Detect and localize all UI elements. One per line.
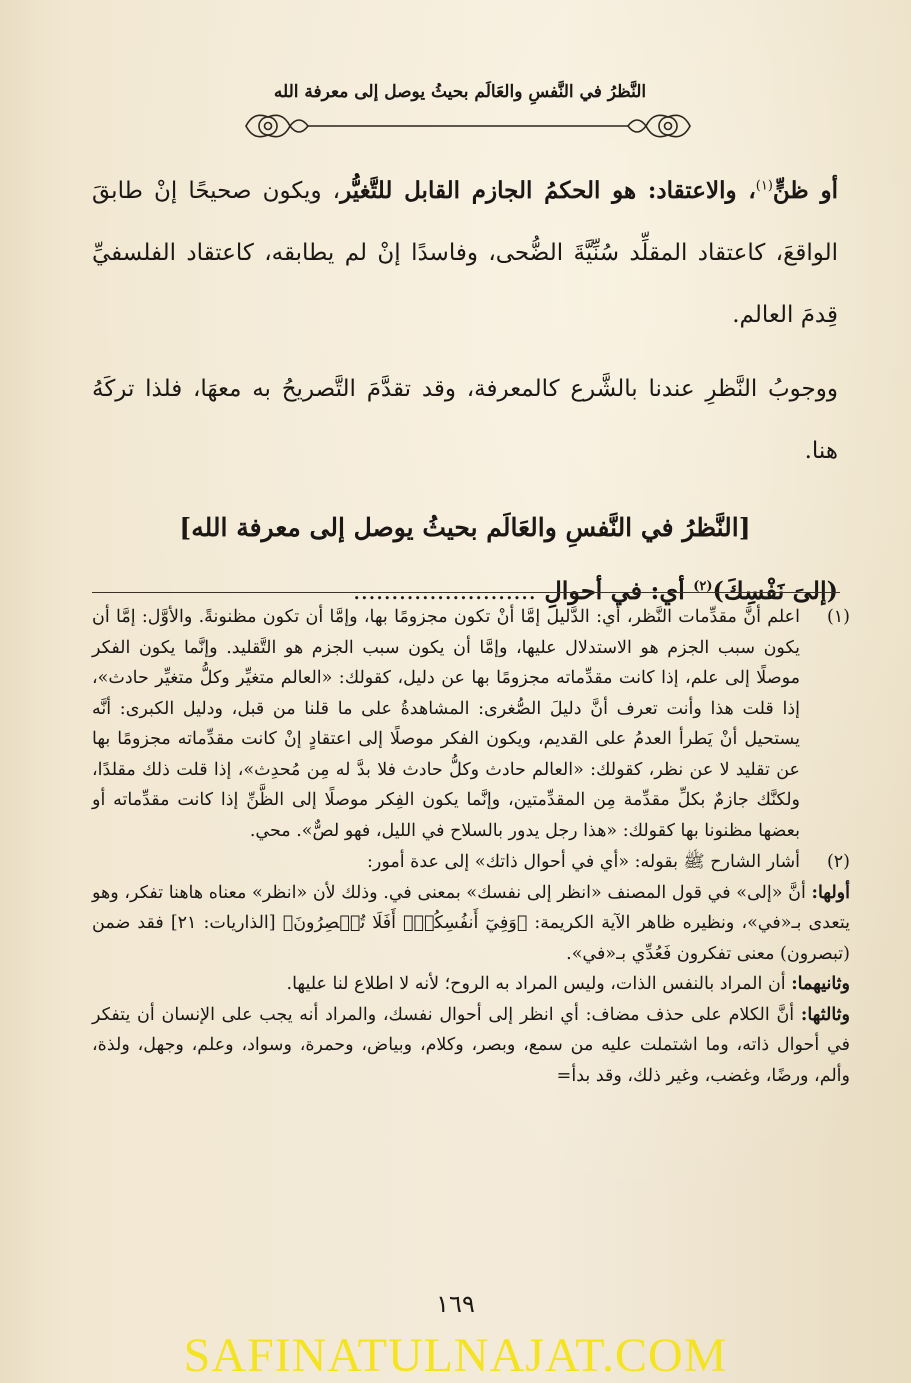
footnote-ref-2[interactable]: (٢) (693, 579, 713, 594)
footnote-ref-1[interactable]: (١) (755, 178, 773, 194)
paragraph-2: ووجوبُ النَّظرِ عندنا بالشَّرع كالمعرفة، وقد تقدَّمَ التَّصريحُ به معهَا، فلذا تركَهُ هنا. (92, 376, 838, 464)
item-lead: أولها: (811, 882, 850, 903)
paragraph-1 (92, 160, 838, 346)
footnote-item-2 (92, 969, 850, 1000)
footnote-1 (92, 602, 850, 846)
p1-rest: ، ويكون صحيحًا إنْ طابقَ الواقعَ، كاعتقاد المقلِّد سُنِّيَّةَ الضُّحى، وفاسدًا إنْ لم يطابقه، كاعتقاد الفلسفيِّ قِدمَ العالم. (92, 178, 838, 328)
section-heading: [النَّظرُ في النَّفسِ والعَالَم بحيثُ يوصل إلى معرفة الله] (179, 513, 751, 542)
p1-definition: هو الحكمُ الجازم القابل للتَّغيُّر (340, 177, 637, 204)
footnote-item-1 (92, 878, 850, 970)
item-text: أنَّ «إلى» في قول المصنف «انظر إلى نفسك» بمعنى في. وذلك لأن «انظر» معناه هاهنا تفكر، وهو يتعدى بـ«في»، ونظيره ظاهر الآية الكريمة: ﴿وَفِيٓ أَنفُسِكُمۡۚ أَفَلَا تُبۡصِرُونَ﴾ [الذاريات: ٢١] فقد ضمن (تبصرون) معنى تفكرون فَعُدِّي بـ«في». (92, 882, 850, 964)
page-number: ١٦٩ (436, 1290, 475, 1318)
running-header: النَّظرُ في النَّفسِ والعَالَم بحيثُ يوصل إلى معرفة الله (273, 82, 647, 102)
p1-mid: ، والاعتقاد: (636, 177, 756, 204)
item-lead: وثالثها: (800, 1004, 850, 1025)
matn-quote: (إلىَ نَفْسِكَ) (712, 576, 838, 605)
watermark: SAFINATULNAJAT.COM (183, 1329, 728, 1382)
p1-start: أو ظنٍّ (772, 177, 839, 204)
matn-dots: ........................ (352, 577, 536, 605)
footnotes (92, 602, 850, 1091)
footnote-number: (١) (826, 607, 850, 627)
footnote-intro: أشار الشارح ﷺ بقوله: «أي في أحوال ذاتك» إلى عدة أمور: (366, 852, 800, 872)
footnote-divider (92, 592, 840, 593)
item-lead: وثانيهما: (791, 974, 850, 994)
footnote-item-3 (92, 1000, 850, 1092)
item-text: أن المراد بالنفس الذات، وليس المراد به الروح؛ لأنه لا اطلاع لنا عليها. (286, 974, 792, 994)
header-ornament (238, 108, 698, 144)
footnote-2 (92, 847, 850, 878)
main-text (92, 160, 838, 616)
matn-rest: أي: في أحوالِ (544, 576, 694, 605)
footnote-2-items (92, 878, 850, 1092)
item-text: أنَّ الكلام على حذف مضاف: أي انظر إلى أحوال نفسك، والمراد أنه يجب على الإنسان أن يتفكر في أحوال ذاته، وما اشتملت عليه من سمع، وبصر، وكلام، وبياض، وحمرة، وسواد، وعلم، وجهل، ولذة، وألم، ورضًا، وغضب، وغير ذلك، وقد بدأ= (92, 1004, 850, 1086)
footnote-number: (٢) (826, 852, 850, 872)
footnote-text: اعلم أنَّ مقدِّمات النَّظر، أي: الدَّليل إمَّا أنْ تكون مجزومًا بها، وإمَّا أن تكون مظنونةً. والأوَّل: إمَّا أن يكون سبب الجزم هو الاستدلال عليها، وإمَّا أن يكون سبب الجزم هو التَّقليد. وإنَّما يكون الفكر موصلًا إلى علم، إذا كانت مقدِّماته مجزومًا بها عن دليل، كقولك: «العالم متغيِّر وكلُّ متغيِّر حادث»، إذا قلت هذا وأنت تعرف أنَّ دليلَ الصُّغرى: المشاهدةُ على ما قلنا من قبل، ودليل الكبرى: أنَّه يستحيل أنْ يَطرأ العدمُ على القديم، ويكون الفكر موصلًا إلى اعتقادٍ إنْ كانت مقدِّماته مجزومًا بها عن تقليد لا عن نظر، كقولك: «العالم حادث وكلُّ حادث فلا بدَّ له مِن مُحدِث»، إذا قلت ذلك مقلدًا، ولكنَّك جازمٌ بكلِّ مقدِّمة مِن المقدِّمتين، وإنَّما يكون الفِكر موصلًا إلى الظَّنِّ إذا كانت مقدِّماته أو بعضها مظنونا بها كقولك: «هذا رجل يدور بالسلاح في الليل، فهو لصٌّ». محي. (92, 607, 800, 841)
